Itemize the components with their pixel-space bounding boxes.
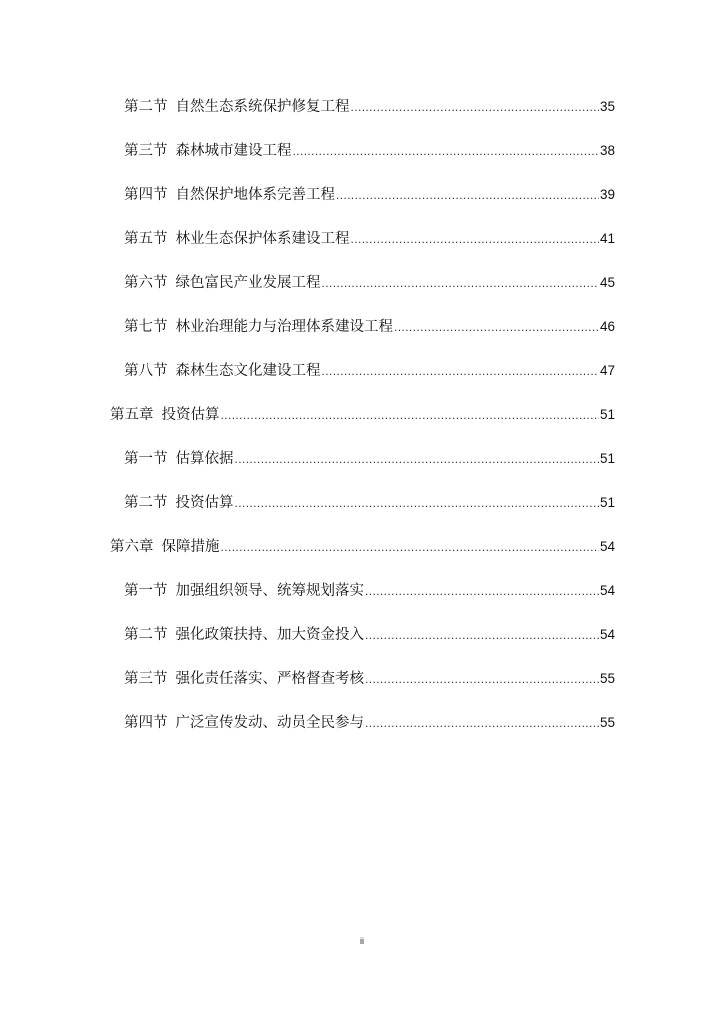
toc-entry-title: 强化责任落实、严格督查考核 bbox=[175, 671, 364, 687]
toc-entry-number: 第二节 bbox=[124, 99, 168, 115]
toc-entry-number: 第七节 bbox=[124, 319, 168, 335]
toc-entry[interactable] bbox=[124, 94, 615, 120]
toc-entry-title: 加强组织领导、统筹规划落实 bbox=[175, 583, 364, 599]
toc-entry-title: 森林生态文化建设工程 bbox=[175, 363, 321, 379]
toc-entry-title: 绿色富民产业发展工程 bbox=[175, 275, 321, 291]
toc-entry-number: 第三节 bbox=[124, 143, 168, 159]
dot-leader bbox=[221, 534, 599, 560]
toc-entry[interactable] bbox=[124, 446, 615, 472]
toc-entry-number: 第四节 bbox=[124, 187, 168, 203]
toc-entry-title: 广泛宣传发动、动员全民参与 bbox=[175, 715, 364, 731]
toc-entry-page: 39 bbox=[599, 187, 615, 202]
toc-entry-number: 第四节 bbox=[124, 715, 168, 731]
dot-leader bbox=[221, 402, 599, 428]
toc-entry-page: 46 bbox=[599, 319, 615, 334]
toc-entry-title: 森林城市建设工程 bbox=[175, 143, 292, 159]
toc-entry-number: 第五章 bbox=[110, 407, 154, 423]
footer-page-number: ii bbox=[360, 936, 364, 946]
dot-leader bbox=[322, 270, 599, 296]
dot-leader bbox=[365, 710, 599, 736]
toc-entry-title: 林业生态保护体系建设工程 bbox=[175, 231, 350, 247]
dot-leader bbox=[322, 358, 599, 384]
dot-leader bbox=[235, 490, 599, 516]
toc-entry[interactable] bbox=[124, 138, 615, 164]
toc-entry-title: 估算依据 bbox=[175, 451, 234, 467]
toc-entry-page: 55 bbox=[599, 715, 615, 730]
toc-entry-title: 保障措施 bbox=[161, 539, 220, 555]
toc-entry-title: 自然生态系统保护修复工程 bbox=[175, 99, 350, 115]
toc-entry-title: 强化政策扶持、加大资金投入 bbox=[175, 627, 364, 643]
toc-entry-page: 55 bbox=[599, 671, 615, 686]
dot-leader bbox=[293, 138, 599, 164]
toc-entry-number: 第六章 bbox=[110, 539, 154, 555]
toc-entry-page: 38 bbox=[599, 143, 615, 158]
toc-entry-title: 林业治理能力与治理体系建设工程 bbox=[175, 319, 393, 335]
toc-entry[interactable] bbox=[124, 270, 615, 296]
toc-entry-page: 54 bbox=[599, 583, 615, 598]
toc-entry-page: 54 bbox=[599, 539, 615, 554]
toc-entry[interactable] bbox=[124, 622, 615, 648]
dot-leader bbox=[394, 314, 599, 340]
toc-entry-page: 41 bbox=[599, 231, 615, 246]
toc-entry-page: 51 bbox=[599, 407, 615, 422]
toc-entry-number: 第一节 bbox=[124, 583, 168, 599]
toc-entry-page: 51 bbox=[599, 495, 615, 510]
toc-entry[interactable] bbox=[124, 490, 615, 516]
dot-leader bbox=[365, 666, 599, 692]
dot-leader bbox=[351, 94, 599, 120]
toc-chapter-entry[interactable] bbox=[110, 402, 615, 428]
toc-entry-title: 投资估算 bbox=[175, 495, 234, 511]
toc-entry-number: 第八节 bbox=[124, 363, 168, 379]
toc-entry-number: 第五节 bbox=[124, 231, 168, 247]
dot-leader bbox=[336, 182, 599, 208]
toc-entry[interactable] bbox=[124, 226, 615, 252]
toc-entry-page: 54 bbox=[599, 627, 615, 642]
dot-leader bbox=[365, 578, 599, 604]
toc-entry-number: 第二节 bbox=[124, 495, 168, 511]
dot-leader bbox=[365, 622, 599, 648]
toc-entry-page: 47 bbox=[599, 363, 615, 378]
toc-entry-number: 第三节 bbox=[124, 671, 168, 687]
toc-entry[interactable] bbox=[124, 314, 615, 340]
toc-entry-number: 第一节 bbox=[124, 451, 168, 467]
toc-entry[interactable] bbox=[124, 578, 615, 604]
toc-entry[interactable] bbox=[124, 710, 615, 736]
toc-entry[interactable] bbox=[124, 666, 615, 692]
dot-leader bbox=[351, 226, 599, 252]
dot-leader bbox=[235, 446, 599, 472]
toc-entry[interactable] bbox=[124, 358, 615, 384]
toc-entry-page: 51 bbox=[599, 451, 615, 466]
toc-entry-title: 自然保护地体系完善工程 bbox=[175, 187, 335, 203]
toc-entry-number: 第六节 bbox=[124, 275, 168, 291]
toc-chapter-entry[interactable] bbox=[110, 534, 615, 560]
toc-entry-title: 投资估算 bbox=[161, 407, 220, 423]
toc-entry-page: 35 bbox=[599, 99, 615, 114]
toc-entry[interactable] bbox=[124, 182, 615, 208]
toc-entry-page: 45 bbox=[599, 275, 615, 290]
toc-entry-number: 第二节 bbox=[124, 627, 168, 643]
